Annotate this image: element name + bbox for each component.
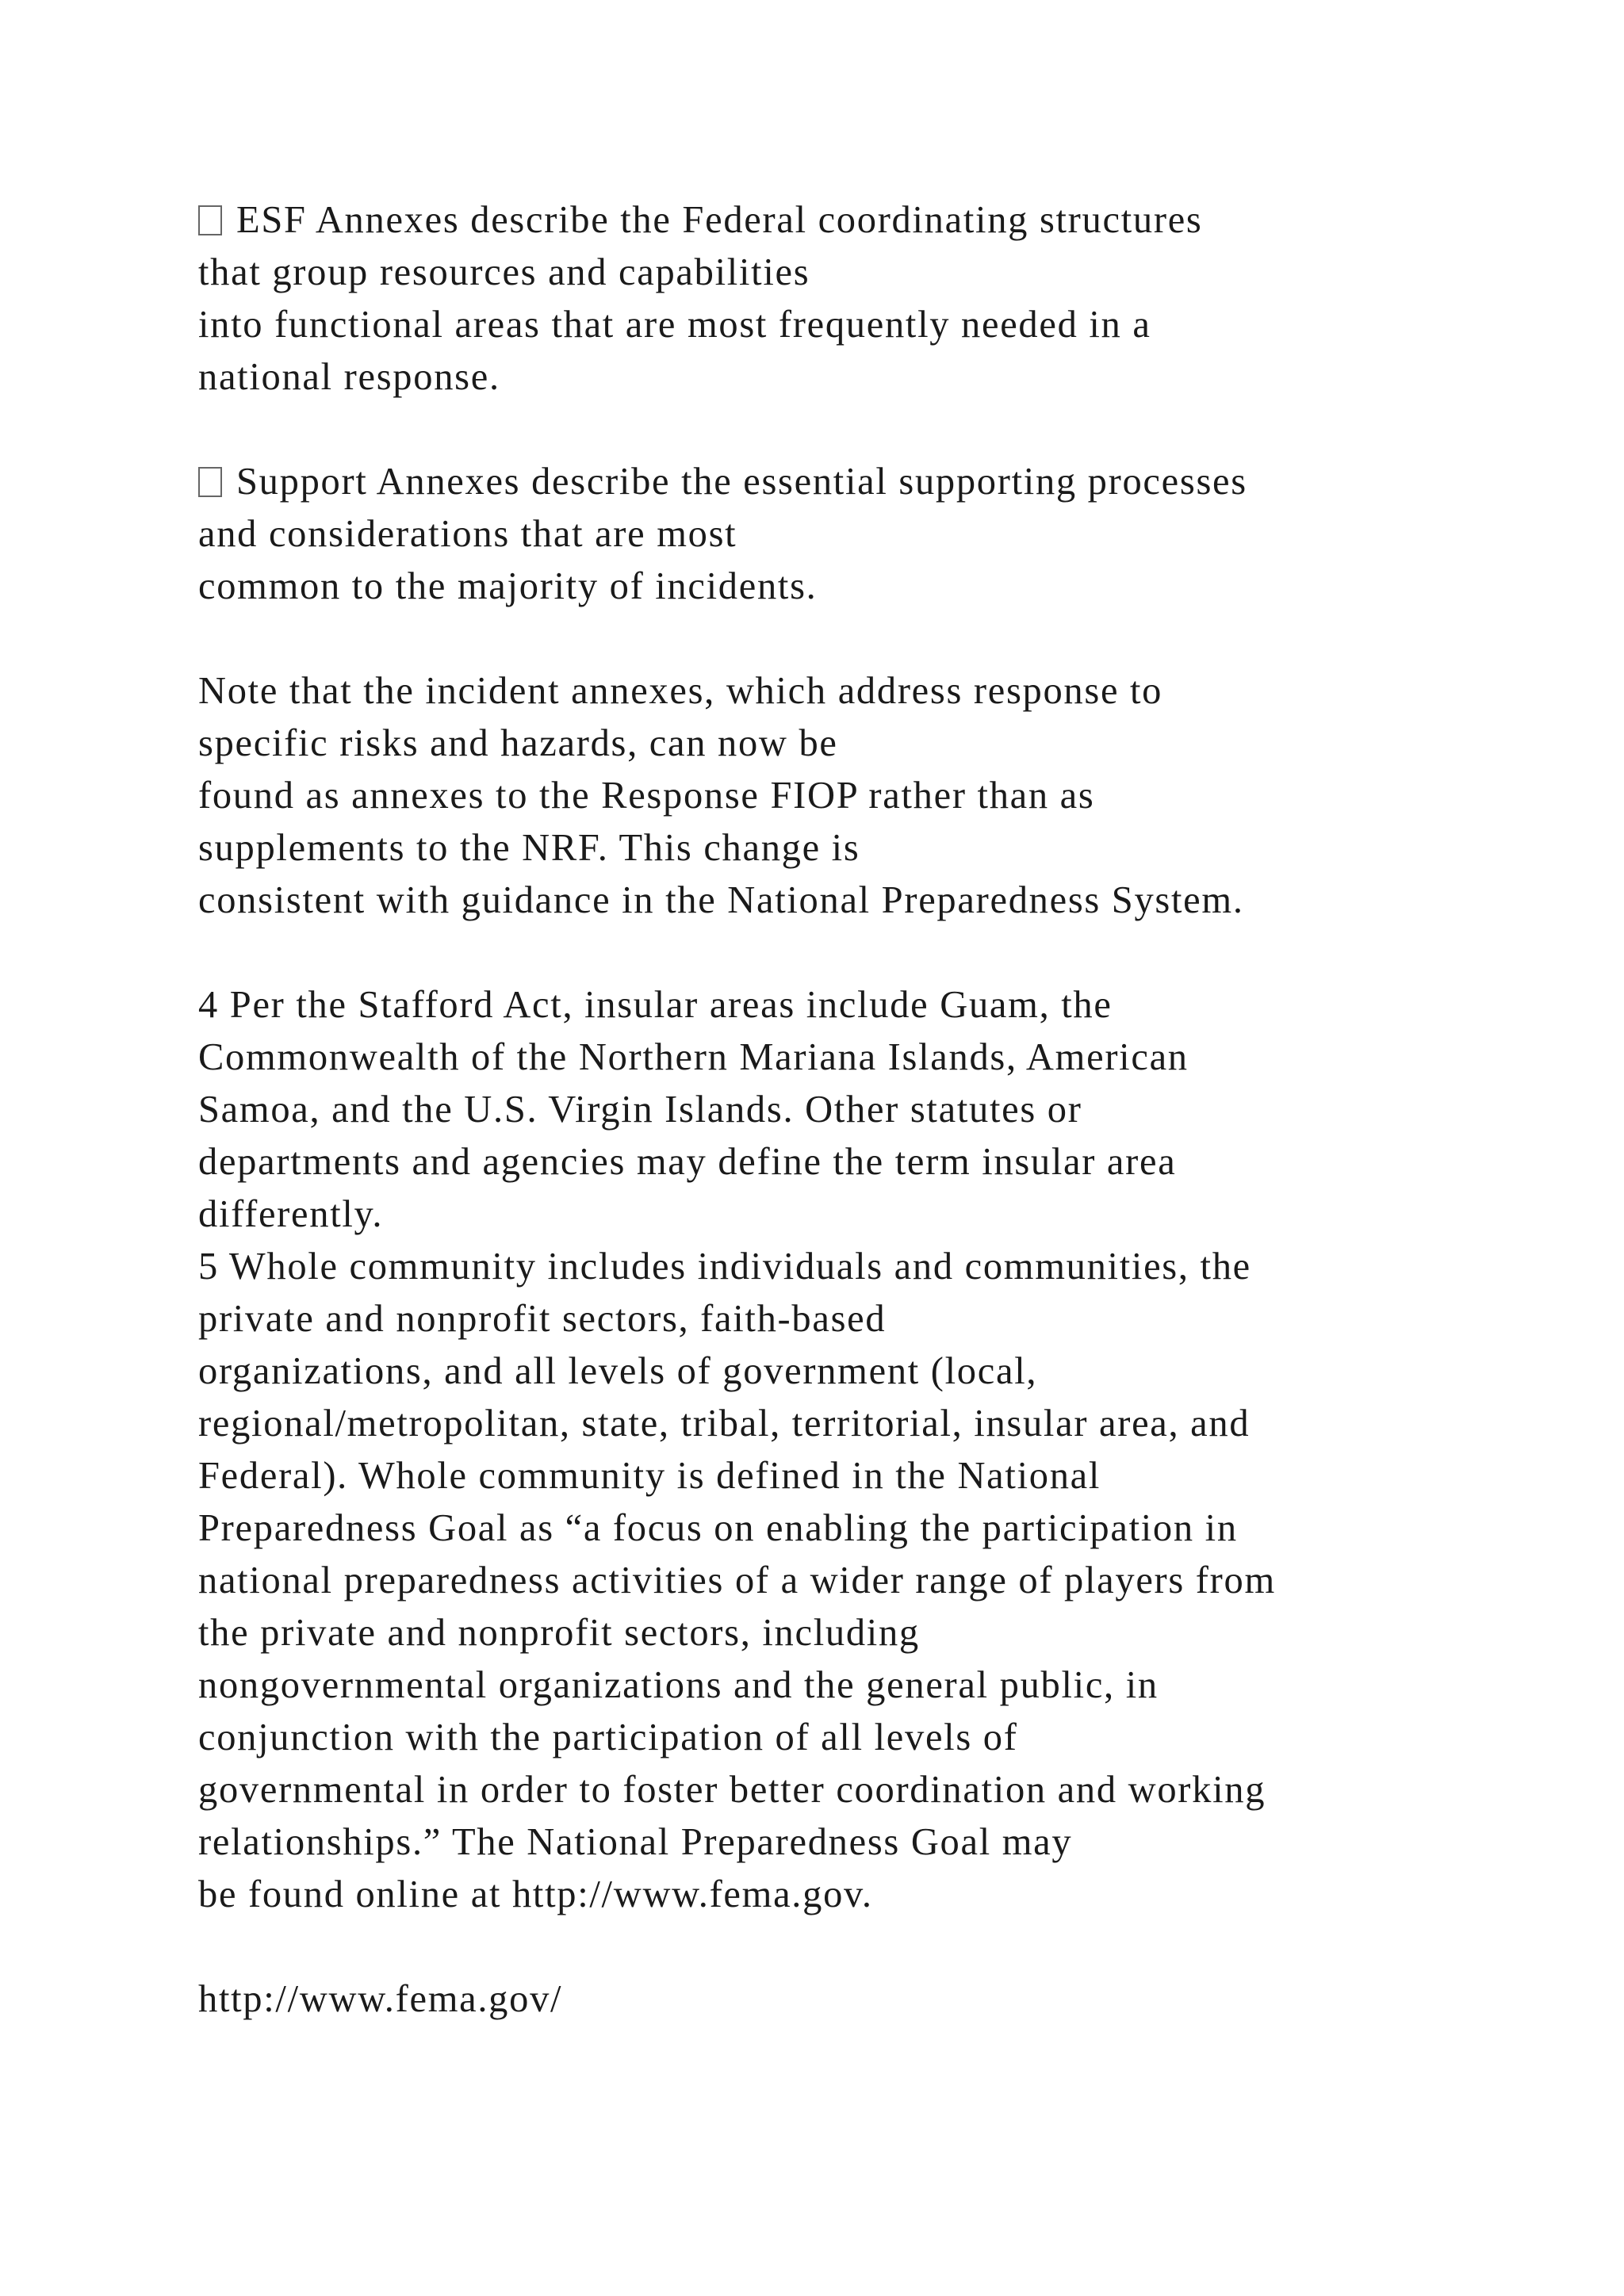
- text-line: organizations, and all levels of government (local,: [198, 1350, 1038, 1392]
- text-line: found as annexes to the Response FIOP rather than as: [198, 775, 1095, 817]
- text-line: 4 Per the Stafford Act, insular areas include Guam, the: [198, 984, 1113, 1026]
- text-line: supplements to the NRF. This change is: [198, 827, 860, 869]
- url-text: http://www.fema.gov/: [198, 1978, 563, 2020]
- text-line: private and nonprofit sectors, faith-based: [198, 1298, 887, 1340]
- text-line: Note that the incident annexes, which address response to: [198, 670, 1163, 712]
- bullet-support-annexes: [198, 456, 1481, 613]
- text-line: ESF Annexes describe the Federal coordinating structures: [198, 194, 1481, 247]
- text-line: 5 Whole community includes individuals and communities, the: [198, 1246, 1251, 1288]
- footnotes: [198, 979, 1481, 1921]
- paragraph-gap: [198, 927, 1481, 979]
- text-line: common to the majority of incidents.: [198, 565, 818, 607]
- text-line: regional/metropolitan, state, tribal, territorial, insular area, and: [198, 1402, 1251, 1445]
- text-line: into functional areas that are most frequently needed in a: [198, 304, 1151, 346]
- missing-glyph-box-icon: [198, 205, 222, 235]
- text-line: conjunction with the participation of all levels of: [198, 1716, 1018, 1758]
- note-paragraph: [198, 665, 1481, 927]
- text-line: relationships.” The National Preparedness Goal may: [198, 1821, 1073, 1863]
- paragraph-gap: [198, 613, 1481, 665]
- missing-glyph-box-icon: [198, 467, 222, 497]
- text-line: differently.: [198, 1193, 384, 1235]
- text-line: nongovernmental organizations and the general public, in: [198, 1664, 1159, 1706]
- text-line: Federal). Whole community is defined in the National: [198, 1455, 1101, 1497]
- text-line: Support Annexes describe the essential supporting processes: [198, 456, 1481, 508]
- text-line: consistent with guidance in the National Preparedness System.: [198, 879, 1244, 921]
- text-line: the private and nonprofit sectors, including: [198, 1612, 920, 1654]
- url-paragraph: [198, 1973, 1481, 2026]
- text-line: national preparedness activities of a wider range of players from: [198, 1559, 1276, 1601]
- text-line: Samoa, and the U.S. Virgin Islands. Other statutes or: [198, 1089, 1082, 1131]
- paragraph-gap: [198, 404, 1481, 456]
- text-line: Preparedness Goal as “a focus on enabling the participation in: [198, 1507, 1238, 1549]
- text-line: governmental in order to foster better coordination and working: [198, 1769, 1266, 1811]
- text-line: specific risks and hazards, can now be: [198, 722, 838, 764]
- bullet-esf-annexes: [198, 194, 1481, 404]
- text-line: and considerations that are most: [198, 513, 737, 555]
- text-line: that group resources and capabilities: [198, 251, 810, 293]
- text-line: Commonwealth of the Northern Mariana Islands, American: [198, 1036, 1189, 1078]
- paragraph-gap: [198, 1921, 1481, 1973]
- text-line: national response.: [198, 356, 500, 398]
- text-line: departments and agencies may define the term insular area: [198, 1141, 1177, 1183]
- text-line: be found online at http://www.fema.gov.: [198, 1873, 873, 1915]
